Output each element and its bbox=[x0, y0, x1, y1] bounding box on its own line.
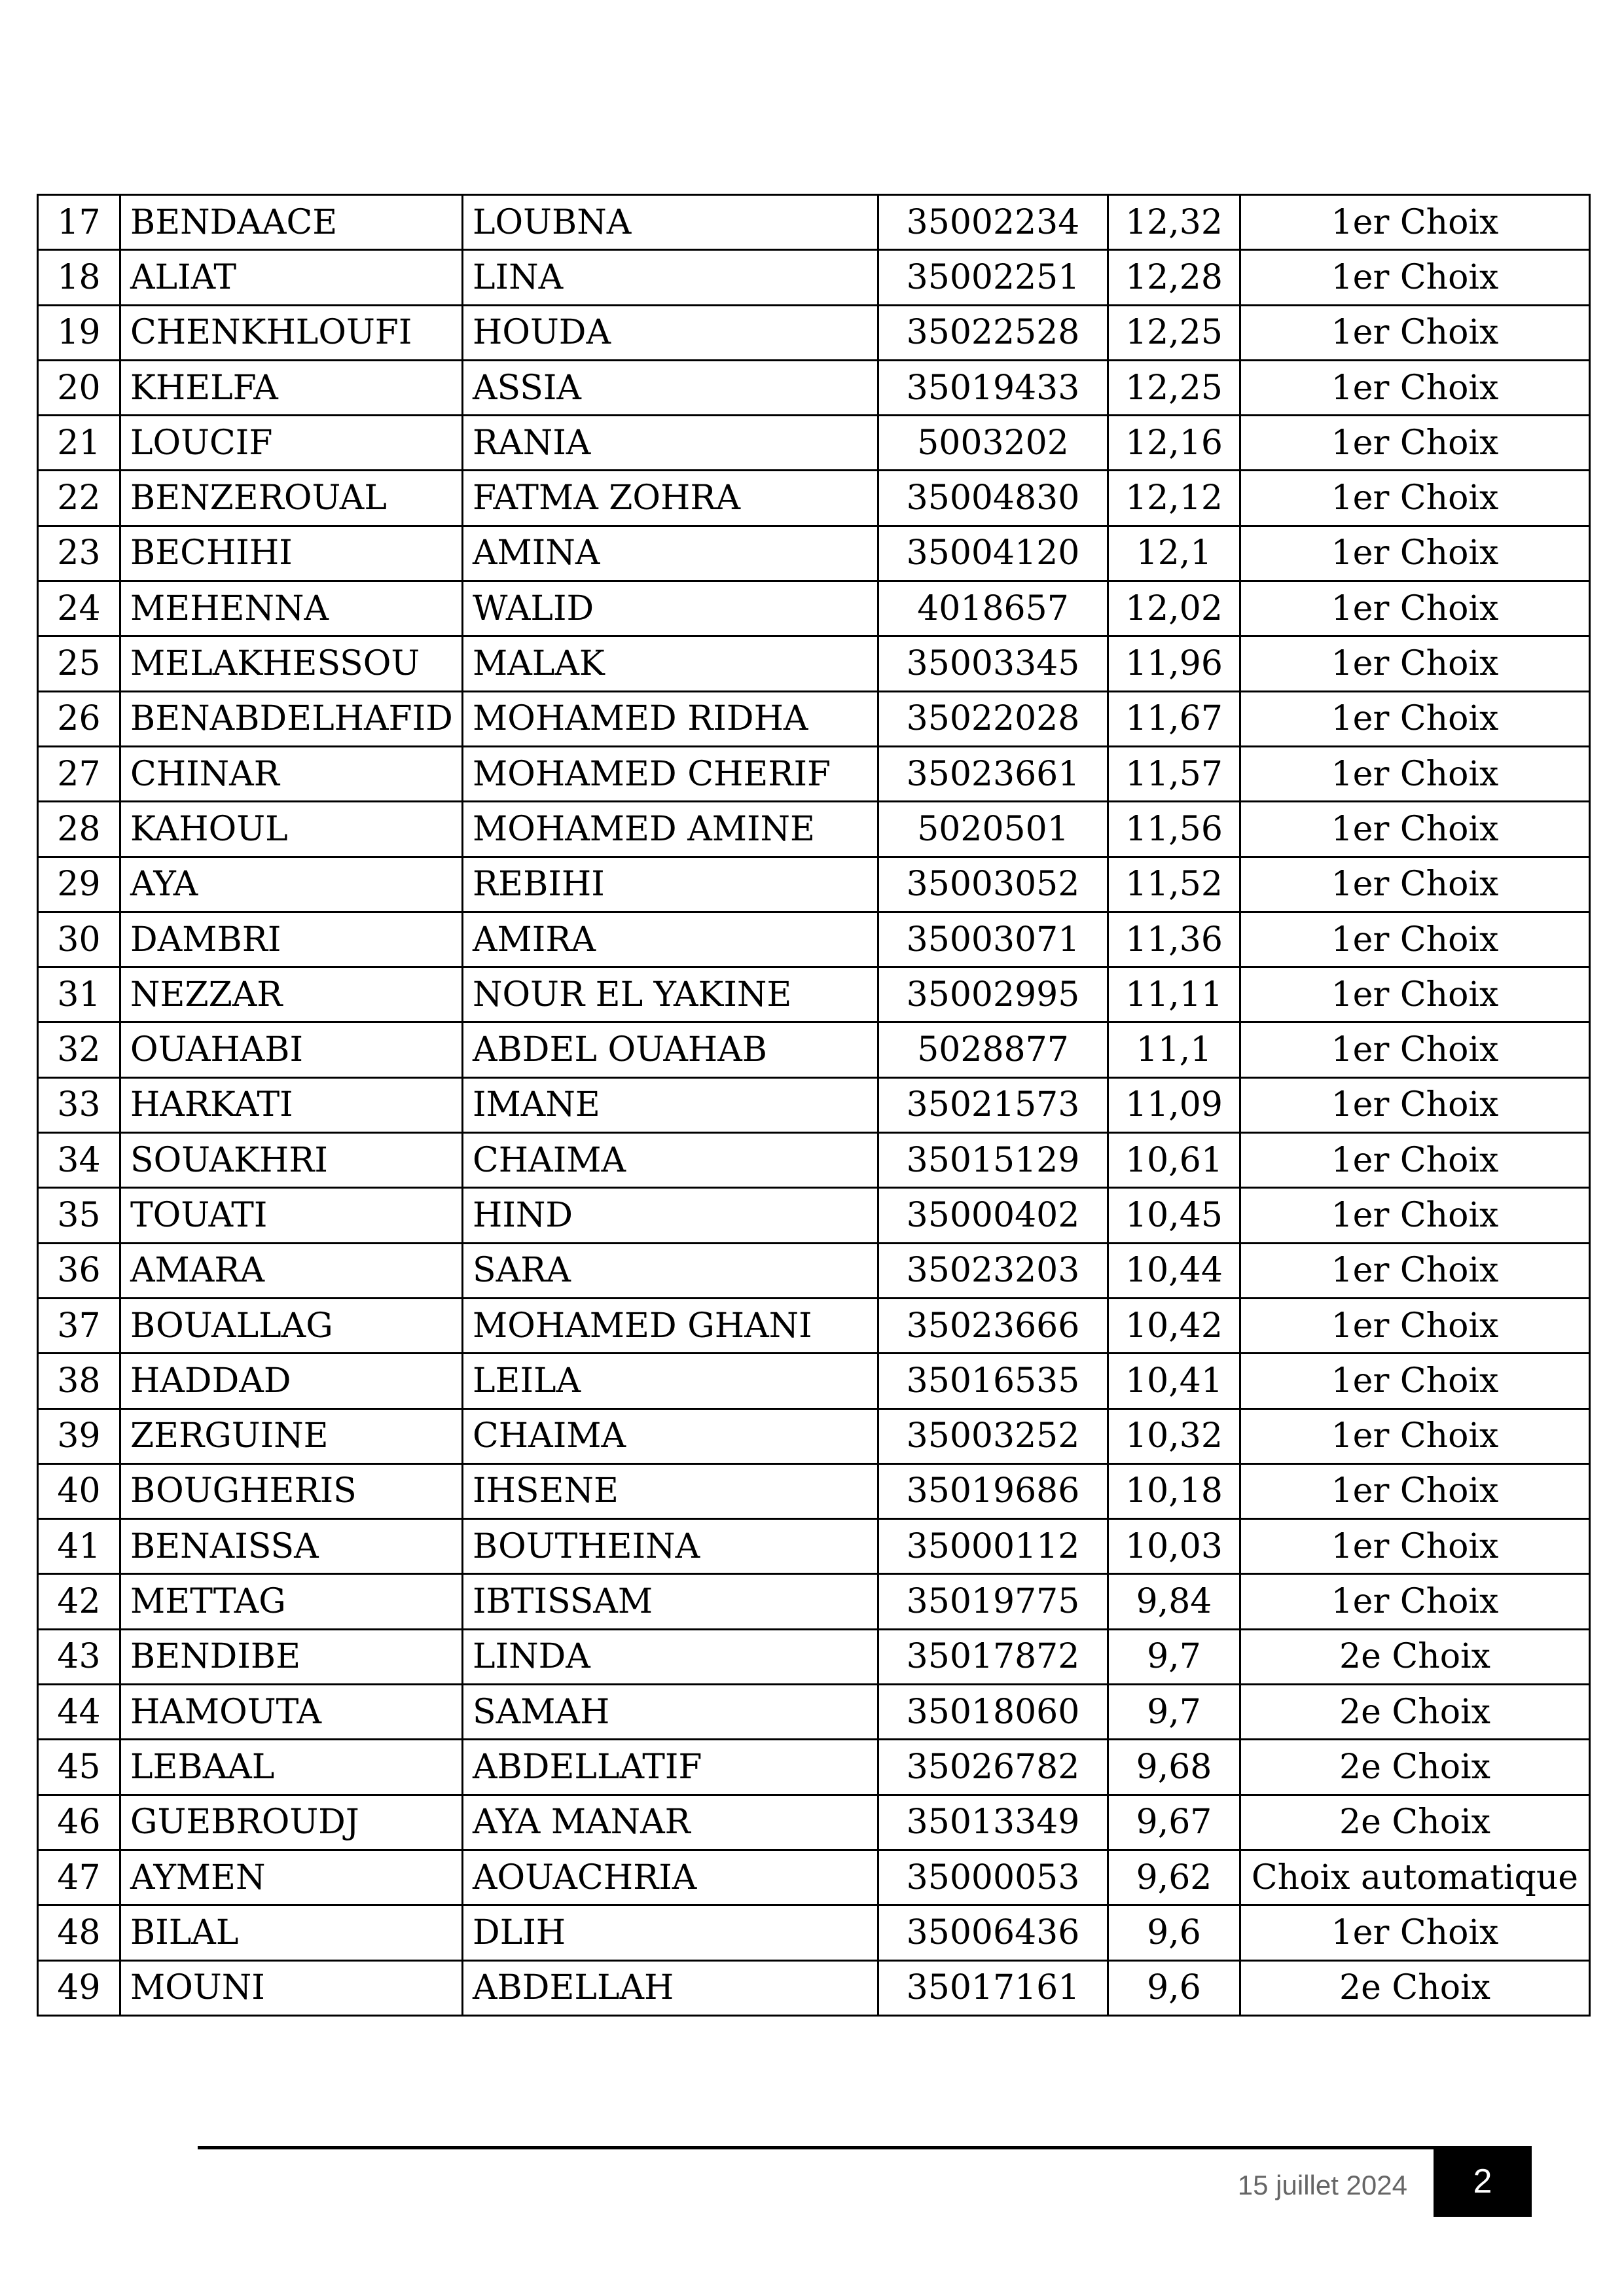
table-row bbox=[38, 1408, 1590, 1463]
row-number: 33 bbox=[38, 1077, 120, 1132]
id-cell: 35003052 bbox=[878, 857, 1108, 912]
first-name-cell: ABDEL OUAHAB bbox=[463, 1022, 878, 1077]
row-number: 26 bbox=[38, 691, 120, 746]
id-cell: 5003202 bbox=[878, 416, 1108, 471]
choice-cell: 1er Choix bbox=[1240, 1077, 1590, 1132]
score-cell: 9,6 bbox=[1108, 1960, 1240, 2015]
score-cell: 9,7 bbox=[1108, 1629, 1240, 1684]
score-cell: 10,32 bbox=[1108, 1408, 1240, 1463]
first-name-cell: HOUDA bbox=[463, 305, 878, 360]
choice-cell: 1er Choix bbox=[1240, 250, 1590, 305]
last-name-cell: BENAISSA bbox=[120, 1519, 463, 1574]
choice-cell: 1er Choix bbox=[1240, 1905, 1590, 1960]
choice-cell: 1er Choix bbox=[1240, 746, 1590, 801]
choice-cell: Choix automatique bbox=[1240, 1850, 1590, 1905]
score-cell: 9,68 bbox=[1108, 1740, 1240, 1795]
id-cell: 35022528 bbox=[878, 305, 1108, 360]
first-name-cell: LINDA bbox=[463, 1629, 878, 1684]
choice-cell: 1er Choix bbox=[1240, 857, 1590, 912]
row-number: 22 bbox=[38, 471, 120, 526]
id-cell: 35021573 bbox=[878, 1077, 1108, 1132]
score-cell: 12,16 bbox=[1108, 416, 1240, 471]
score-cell: 12,28 bbox=[1108, 250, 1240, 305]
last-name-cell: OUAHABI bbox=[120, 1022, 463, 1077]
last-name-cell: ZERGUINE bbox=[120, 1408, 463, 1463]
row-number: 36 bbox=[38, 1243, 120, 1298]
row-number: 39 bbox=[38, 1408, 120, 1463]
table-row bbox=[38, 471, 1590, 526]
table-row bbox=[38, 1188, 1590, 1243]
row-number: 31 bbox=[38, 967, 120, 1022]
score-cell: 12,25 bbox=[1108, 305, 1240, 360]
first-name-cell: ABDELLAH bbox=[463, 1960, 878, 2015]
first-name-cell: CHAIMA bbox=[463, 1408, 878, 1463]
choice-cell: 1er Choix bbox=[1240, 1133, 1590, 1188]
choice-cell: 1er Choix bbox=[1240, 1463, 1590, 1518]
table-row bbox=[38, 416, 1590, 471]
last-name-cell: BENABDELHAFID bbox=[120, 691, 463, 746]
first-name-cell: BOUTHEINA bbox=[463, 1519, 878, 1574]
choice-cell: 1er Choix bbox=[1240, 1188, 1590, 1243]
choice-cell: 1er Choix bbox=[1240, 471, 1590, 526]
id-cell: 35026782 bbox=[878, 1740, 1108, 1795]
table-row bbox=[38, 1022, 1590, 1077]
first-name-cell: SAMAH bbox=[463, 1685, 878, 1740]
first-name-cell: MOHAMED CHERIF bbox=[463, 746, 878, 801]
first-name-cell: SARA bbox=[463, 1243, 878, 1298]
row-number: 48 bbox=[38, 1905, 120, 1960]
id-cell: 35018060 bbox=[878, 1685, 1108, 1740]
score-cell: 11,09 bbox=[1108, 1077, 1240, 1132]
row-number: 19 bbox=[38, 305, 120, 360]
first-name-cell: AMIRA bbox=[463, 912, 878, 967]
choice-cell: 2e Choix bbox=[1240, 1960, 1590, 2015]
row-number: 41 bbox=[38, 1519, 120, 1574]
last-name-cell: METTAG bbox=[120, 1574, 463, 1629]
last-name-cell: HAMOUTA bbox=[120, 1685, 463, 1740]
table-row bbox=[38, 1960, 1590, 2015]
table-row bbox=[38, 1905, 1590, 1960]
table-row bbox=[38, 1795, 1590, 1850]
row-number: 30 bbox=[38, 912, 120, 967]
table-row bbox=[38, 1463, 1590, 1518]
id-cell: 4018657 bbox=[878, 581, 1108, 636]
row-number: 17 bbox=[38, 195, 120, 250]
first-name-cell: IBTISSAM bbox=[463, 1574, 878, 1629]
page-number: 2 bbox=[1434, 2146, 1532, 2217]
id-cell: 35017161 bbox=[878, 1960, 1108, 2015]
choice-cell: 2e Choix bbox=[1240, 1685, 1590, 1740]
id-cell: 35019686 bbox=[878, 1463, 1108, 1518]
row-number: 35 bbox=[38, 1188, 120, 1243]
footer-rule bbox=[198, 2146, 1434, 2149]
score-cell: 11,52 bbox=[1108, 857, 1240, 912]
choice-cell: 1er Choix bbox=[1240, 802, 1590, 857]
results-table-body bbox=[38, 195, 1590, 2016]
id-cell: 35023203 bbox=[878, 1243, 1108, 1298]
id-cell: 35019775 bbox=[878, 1574, 1108, 1629]
id-cell: 35004830 bbox=[878, 471, 1108, 526]
table-row bbox=[38, 1354, 1590, 1408]
choice-cell: 2e Choix bbox=[1240, 1795, 1590, 1850]
row-number: 49 bbox=[38, 1960, 120, 2015]
last-name-cell: BOUGHERIS bbox=[120, 1463, 463, 1518]
table-row bbox=[38, 1629, 1590, 1684]
table-row bbox=[38, 1574, 1590, 1629]
score-cell: 9,67 bbox=[1108, 1795, 1240, 1850]
choice-cell: 1er Choix bbox=[1240, 305, 1590, 360]
score-cell: 10,45 bbox=[1108, 1188, 1240, 1243]
first-name-cell: MOHAMED AMINE bbox=[463, 802, 878, 857]
first-name-cell: DLIH bbox=[463, 1905, 878, 1960]
choice-cell: 1er Choix bbox=[1240, 195, 1590, 250]
choice-cell: 1er Choix bbox=[1240, 1243, 1590, 1298]
first-name-cell: ABDELLATIF bbox=[463, 1740, 878, 1795]
id-cell: 35015129 bbox=[878, 1133, 1108, 1188]
last-name-cell: HADDAD bbox=[120, 1354, 463, 1408]
table-row bbox=[38, 581, 1590, 636]
first-name-cell: LINA bbox=[463, 250, 878, 305]
choice-cell: 2e Choix bbox=[1240, 1629, 1590, 1684]
table-row bbox=[38, 195, 1590, 250]
id-cell: 35023661 bbox=[878, 746, 1108, 801]
row-number: 20 bbox=[38, 360, 120, 415]
choice-cell: 1er Choix bbox=[1240, 636, 1590, 691]
score-cell: 12,25 bbox=[1108, 360, 1240, 415]
first-name-cell: MOHAMED RIDHA bbox=[463, 691, 878, 746]
first-name-cell: WALID bbox=[463, 581, 878, 636]
last-name-cell: BECHIHI bbox=[120, 526, 463, 581]
score-cell: 12,1 bbox=[1108, 526, 1240, 581]
last-name-cell: NEZZAR bbox=[120, 967, 463, 1022]
table-row bbox=[38, 250, 1590, 305]
table-row bbox=[38, 360, 1590, 415]
score-cell: 9,6 bbox=[1108, 1905, 1240, 1960]
choice-cell: 1er Choix bbox=[1240, 416, 1590, 471]
table-row bbox=[38, 1519, 1590, 1574]
last-name-cell: MOUNI bbox=[120, 1960, 463, 2015]
row-number: 25 bbox=[38, 636, 120, 691]
score-cell: 10,42 bbox=[1108, 1298, 1240, 1353]
row-number: 47 bbox=[38, 1850, 120, 1905]
id-cell: 35006436 bbox=[878, 1905, 1108, 1960]
first-name-cell: IMANE bbox=[463, 1077, 878, 1132]
table-row bbox=[38, 802, 1590, 857]
first-name-cell: NOUR EL YAKINE bbox=[463, 967, 878, 1022]
table-row bbox=[38, 1133, 1590, 1188]
last-name-cell: BOUALLAG bbox=[120, 1298, 463, 1353]
row-number: 45 bbox=[38, 1740, 120, 1795]
score-cell: 11,56 bbox=[1108, 802, 1240, 857]
id-cell: 5028877 bbox=[878, 1022, 1108, 1077]
first-name-cell: LEILA bbox=[463, 1354, 878, 1408]
last-name-cell: CHINAR bbox=[120, 746, 463, 801]
score-cell: 10,44 bbox=[1108, 1243, 1240, 1298]
table-row bbox=[38, 1850, 1590, 1905]
table-row bbox=[38, 526, 1590, 581]
score-cell: 11,1 bbox=[1108, 1022, 1240, 1077]
first-name-cell: REBIHI bbox=[463, 857, 878, 912]
score-cell: 11,11 bbox=[1108, 967, 1240, 1022]
choice-cell: 1er Choix bbox=[1240, 581, 1590, 636]
table-row bbox=[38, 1740, 1590, 1795]
results-table bbox=[37, 194, 1591, 2017]
score-cell: 10,61 bbox=[1108, 1133, 1240, 1188]
choice-cell: 1er Choix bbox=[1240, 1574, 1590, 1629]
score-cell: 10,18 bbox=[1108, 1463, 1240, 1518]
id-cell: 35000053 bbox=[878, 1850, 1108, 1905]
first-name-cell: CHAIMA bbox=[463, 1133, 878, 1188]
choice-cell: 1er Choix bbox=[1240, 526, 1590, 581]
table-row bbox=[38, 1243, 1590, 1298]
score-cell: 12,12 bbox=[1108, 471, 1240, 526]
id-cell: 35000112 bbox=[878, 1519, 1108, 1574]
first-name-cell: AMINA bbox=[463, 526, 878, 581]
row-number: 42 bbox=[38, 1574, 120, 1629]
choice-cell: 1er Choix bbox=[1240, 1354, 1590, 1408]
first-name-cell: MOHAMED GHANI bbox=[463, 1298, 878, 1353]
table-row bbox=[38, 1685, 1590, 1740]
row-number: 37 bbox=[38, 1298, 120, 1353]
row-number: 18 bbox=[38, 250, 120, 305]
table-row bbox=[38, 1298, 1590, 1353]
last-name-cell: LOUCIF bbox=[120, 416, 463, 471]
table-row bbox=[38, 912, 1590, 967]
id-cell: 35013349 bbox=[878, 1795, 1108, 1850]
row-number: 38 bbox=[38, 1354, 120, 1408]
last-name-cell: CHENKHLOUFI bbox=[120, 305, 463, 360]
choice-cell: 1er Choix bbox=[1240, 912, 1590, 967]
first-name-cell: AOUACHRIA bbox=[463, 1850, 878, 1905]
last-name-cell: KAHOUL bbox=[120, 802, 463, 857]
choice-cell: 2e Choix bbox=[1240, 1740, 1590, 1795]
row-number: 29 bbox=[38, 857, 120, 912]
last-name-cell: LEBAAL bbox=[120, 1740, 463, 1795]
last-name-cell: TOUATI bbox=[120, 1188, 463, 1243]
score-cell: 10,41 bbox=[1108, 1354, 1240, 1408]
row-number: 46 bbox=[38, 1795, 120, 1850]
row-number: 32 bbox=[38, 1022, 120, 1077]
last-name-cell: BILAL bbox=[120, 1905, 463, 1960]
last-name-cell: BENDIBE bbox=[120, 1629, 463, 1684]
choice-cell: 1er Choix bbox=[1240, 1022, 1590, 1077]
score-cell: 10,03 bbox=[1108, 1519, 1240, 1574]
last-name-cell: HARKATI bbox=[120, 1077, 463, 1132]
first-name-cell: ASSIA bbox=[463, 360, 878, 415]
table-row bbox=[38, 636, 1590, 691]
id-cell: 35023666 bbox=[878, 1298, 1108, 1353]
last-name-cell: GUEBROUDJ bbox=[120, 1795, 463, 1850]
first-name-cell: AYA MANAR bbox=[463, 1795, 878, 1850]
score-cell: 11,96 bbox=[1108, 636, 1240, 691]
choice-cell: 1er Choix bbox=[1240, 1298, 1590, 1353]
last-name-cell: SOUAKHRI bbox=[120, 1133, 463, 1188]
last-name-cell: AMARA bbox=[120, 1243, 463, 1298]
choice-cell: 1er Choix bbox=[1240, 1519, 1590, 1574]
choice-cell: 1er Choix bbox=[1240, 1408, 1590, 1463]
score-cell: 11,36 bbox=[1108, 912, 1240, 967]
first-name-cell: LOUBNA bbox=[463, 195, 878, 250]
row-number: 34 bbox=[38, 1133, 120, 1188]
id-cell: 35003252 bbox=[878, 1408, 1108, 1463]
last-name-cell: KHELFA bbox=[120, 360, 463, 415]
id-cell: 35002234 bbox=[878, 195, 1108, 250]
score-cell: 9,62 bbox=[1108, 1850, 1240, 1905]
score-cell: 11,57 bbox=[1108, 746, 1240, 801]
id-cell: 35022028 bbox=[878, 691, 1108, 746]
id-cell: 35000402 bbox=[878, 1188, 1108, 1243]
last-name-cell: BENZEROUAL bbox=[120, 471, 463, 526]
first-name-cell: IHSENE bbox=[463, 1463, 878, 1518]
last-name-cell: AYMEN bbox=[120, 1850, 463, 1905]
score-cell: 11,67 bbox=[1108, 691, 1240, 746]
row-number: 21 bbox=[38, 416, 120, 471]
table-row bbox=[38, 305, 1590, 360]
last-name-cell: MELAKHESSOU bbox=[120, 636, 463, 691]
row-number: 40 bbox=[38, 1463, 120, 1518]
id-cell: 35016535 bbox=[878, 1354, 1108, 1408]
last-name-cell: MEHENNA bbox=[120, 581, 463, 636]
score-cell: 9,84 bbox=[1108, 1574, 1240, 1629]
table-row bbox=[38, 746, 1590, 801]
score-cell: 12,32 bbox=[1108, 195, 1240, 250]
first-name-cell: HIND bbox=[463, 1188, 878, 1243]
choice-cell: 1er Choix bbox=[1240, 691, 1590, 746]
score-cell: 12,02 bbox=[1108, 581, 1240, 636]
table-row bbox=[38, 1077, 1590, 1132]
table-row bbox=[38, 857, 1590, 912]
table-row bbox=[38, 691, 1590, 746]
row-number: 44 bbox=[38, 1685, 120, 1740]
score-cell: 9,7 bbox=[1108, 1685, 1240, 1740]
row-number: 24 bbox=[38, 581, 120, 636]
first-name-cell: MALAK bbox=[463, 636, 878, 691]
choice-cell: 1er Choix bbox=[1240, 967, 1590, 1022]
last-name-cell: DAMBRI bbox=[120, 912, 463, 967]
id-cell: 35004120 bbox=[878, 526, 1108, 581]
id-cell: 35002995 bbox=[878, 967, 1108, 1022]
id-cell: 35003071 bbox=[878, 912, 1108, 967]
footer-date: 15 juillet 2024 bbox=[1237, 2170, 1407, 2200]
last-name-cell: AYA bbox=[120, 857, 463, 912]
last-name-cell: ALIAT bbox=[120, 250, 463, 305]
id-cell: 35002251 bbox=[878, 250, 1108, 305]
row-number: 27 bbox=[38, 746, 120, 801]
first-name-cell: FATMA ZOHRA bbox=[463, 471, 878, 526]
id-cell: 35019433 bbox=[878, 360, 1108, 415]
id-cell: 35003345 bbox=[878, 636, 1108, 691]
table-row bbox=[38, 967, 1590, 1022]
row-number: 43 bbox=[38, 1629, 120, 1684]
id-cell: 5020501 bbox=[878, 802, 1108, 857]
row-number: 23 bbox=[38, 526, 120, 581]
last-name-cell: BENDAACE bbox=[120, 195, 463, 250]
choice-cell: 1er Choix bbox=[1240, 360, 1590, 415]
first-name-cell: RANIA bbox=[463, 416, 878, 471]
id-cell: 35017872 bbox=[878, 1629, 1108, 1684]
row-number: 28 bbox=[38, 802, 120, 857]
